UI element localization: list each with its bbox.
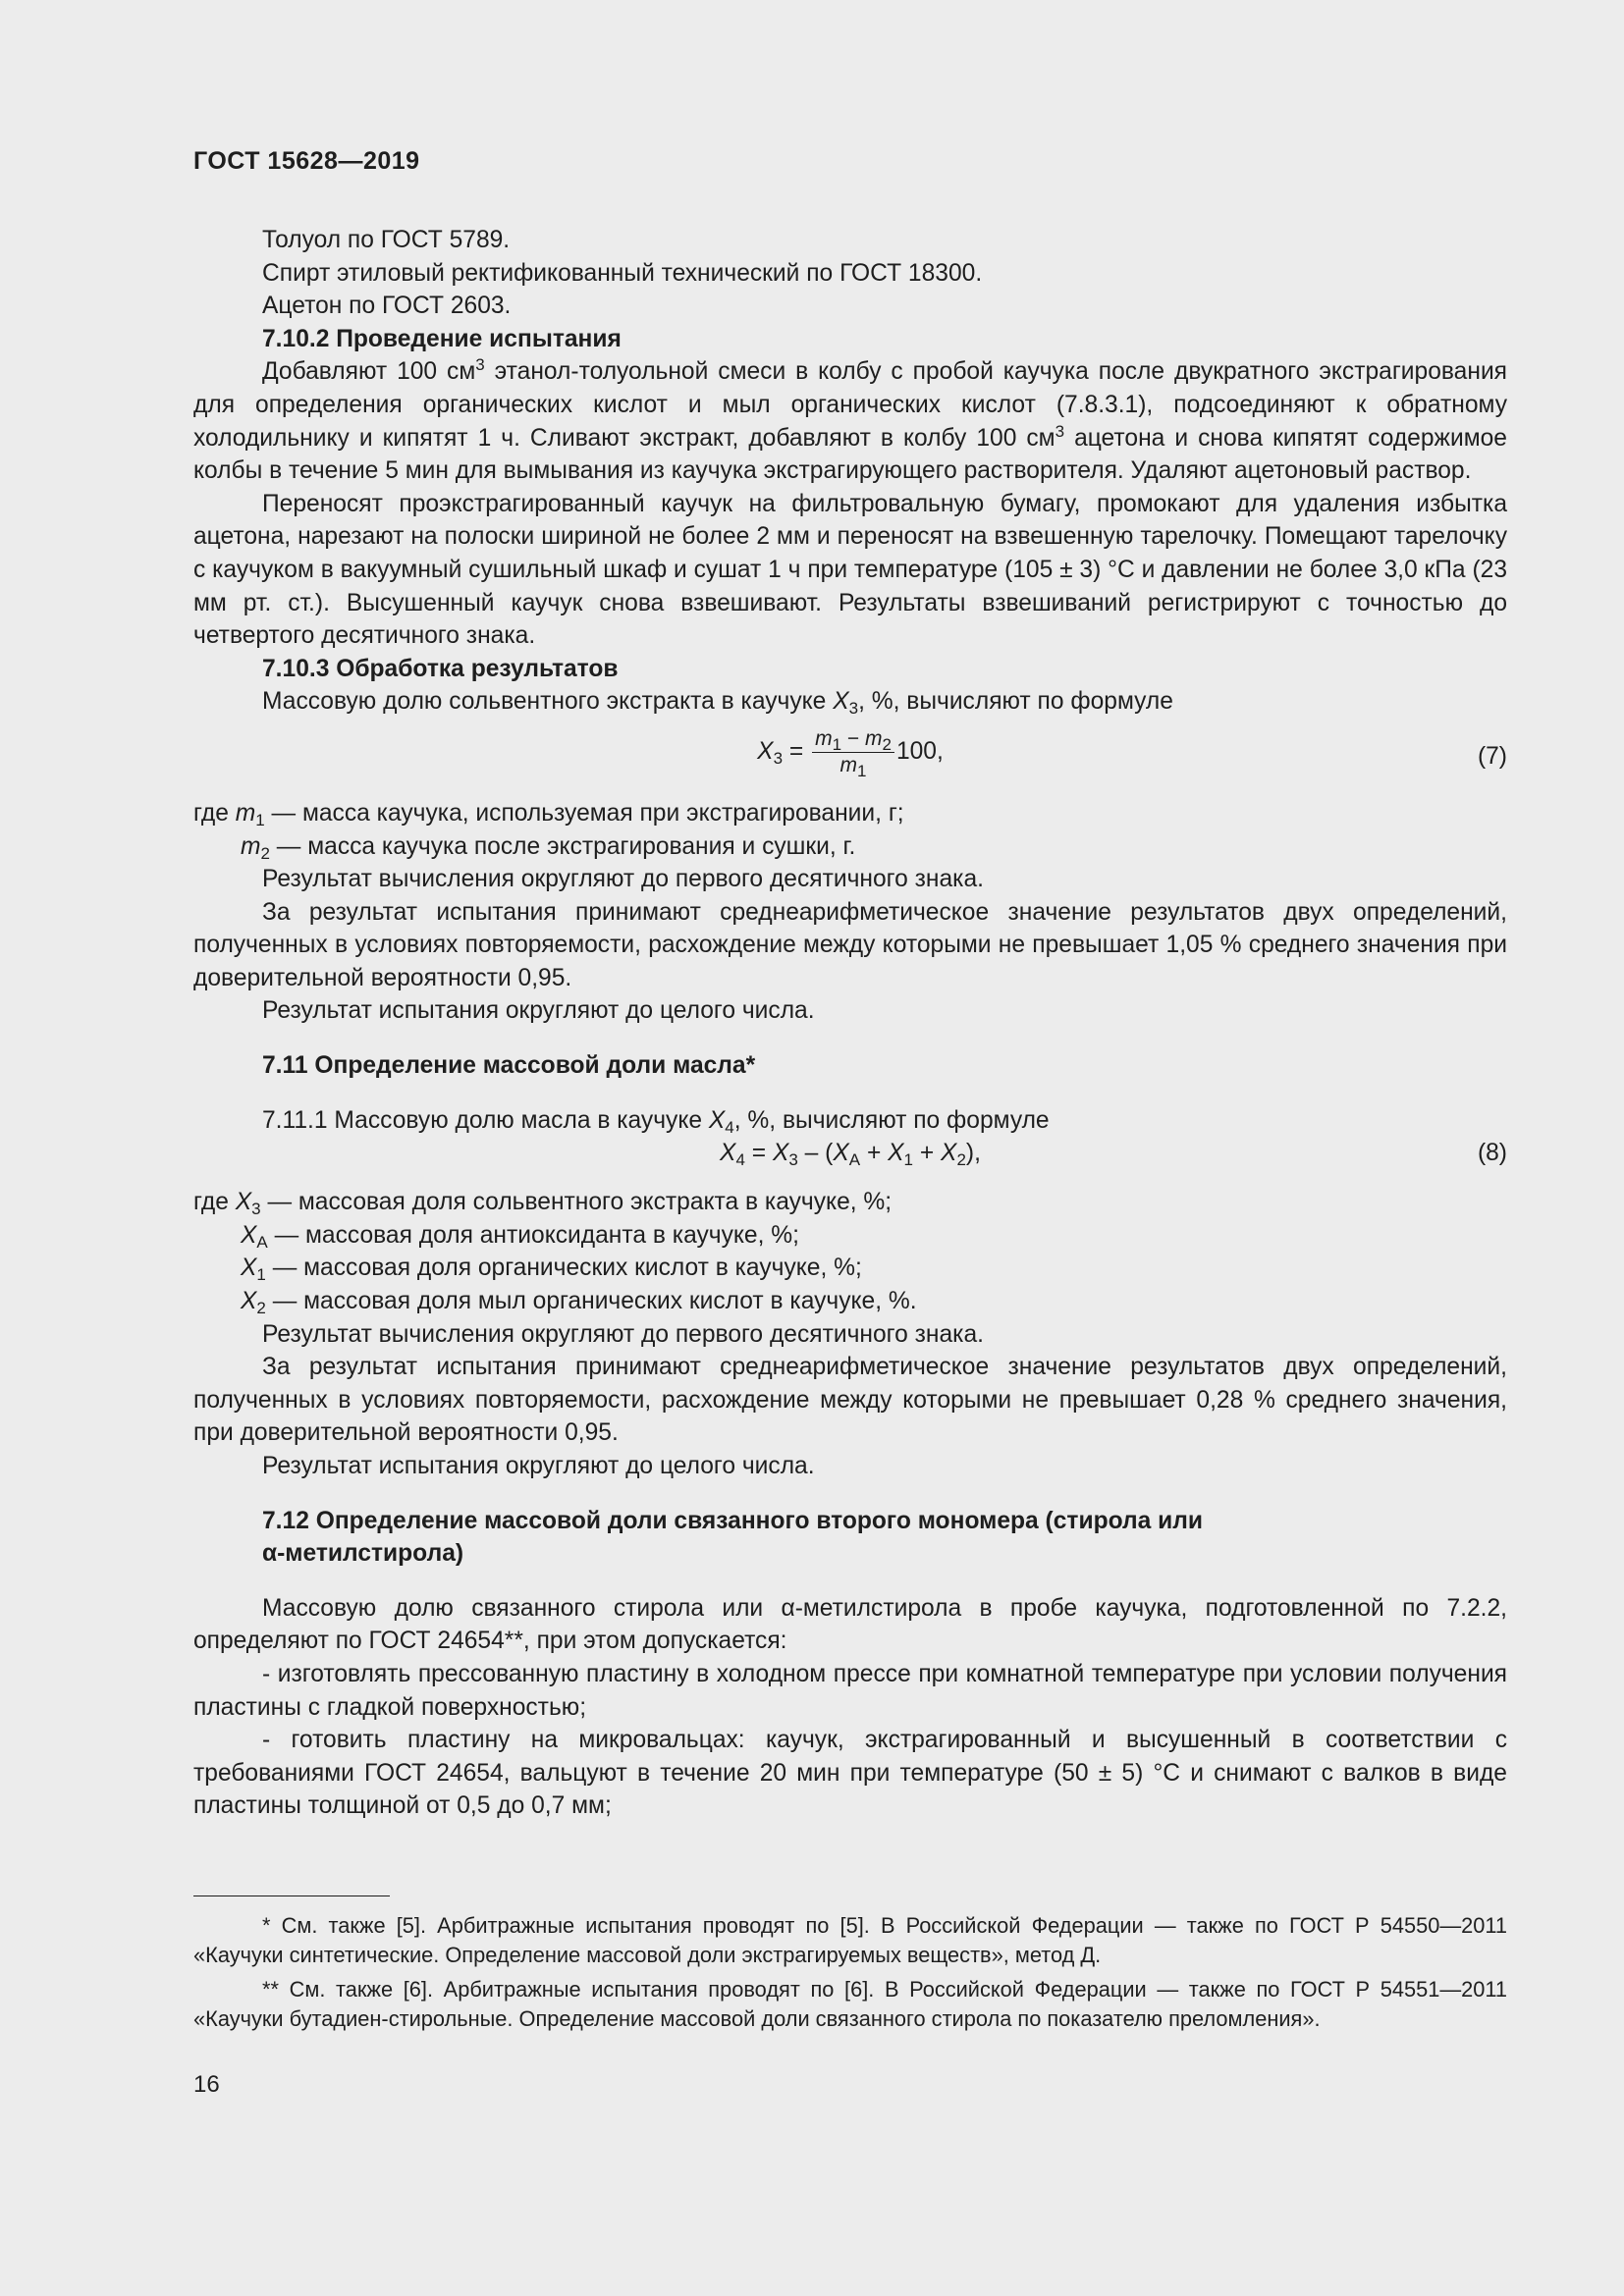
subscript: 3 [251,1200,261,1219]
formula-operator: = [744,1140,773,1167]
section-7-12-paragraph-1: Массовую долю связанного стирола или α-метилстирола в пробе каучука, подготовленной по 7.2.2, определяют по ГОСТ 24654**, при этом допускается: [193,1594,1507,1655]
formula-variable: X [772,1140,789,1167]
subscript: 1 [255,810,265,829]
formula-8-row [193,1137,1507,1186]
formula-operator: + [913,1140,942,1167]
equation-number-8: (8) [1477,1140,1507,1167]
subscript: 4 [725,1117,734,1137]
acceptance-paragraph: За результат испытания принимают среднеарифметическое значение результатов двух определений, полученных в условиях повторяемости, расхождение между которыми не превышает 1,05 % среднего значения при доверительной вероятности 0,95. [193,898,1507,991]
text-run: где [193,1189,236,1216]
formula-variable: m [839,753,858,776]
text-run: этанол-толуольной смеси в колбу с пробой каучука после двукратного экстрагирования для определения органических кислот и мыл органических кислот (7.8.3.1), подсоединяют к обратному холодильнику и кипятят 1 ч. Сливают экстракт, добавляют в колбу 100 см [193,358,1507,452]
variable: X [241,1221,257,1249]
subscript: 1 [857,761,867,780]
section-7-10-2-title: 7.10.2 Проведение испытания [262,325,622,352]
minus-sign: − [841,726,865,750]
subscript: 2 [882,734,892,754]
equation-number-7: (7) [1477,742,1507,770]
rounding-note-2: Результат испытания округляют до целого числа. [262,997,815,1025]
formula-7 [193,726,1507,778]
formula-operator: + [860,1140,889,1167]
where-line-x2 [193,1285,1507,1318]
rounding-note-4: Результат испытания округляют до целого числа. [262,1453,815,1479]
subscript: 2 [260,843,270,863]
footnote-1: * См. также [5]. Арбитражные испытания проводят по [5]. В Российской Федерации — также по ГОСТ Р 54550—2011 «Каучуки синтетические. Определение массовой доли экстрагируемых веществ», метод Д. [193,1913,1507,1967]
formula-7-row [193,726,1507,795]
footnote-2: ** См. также [6]. Арбитражные испытания проводят по [6]. В Российской Федерации — также по ГОСТ Р 54551—2011 «Каучуки бутадиен-стирольные. Определение массовой доли связанного стирола по показателю преломления». [193,1977,1507,2031]
text-run: 7.11.1 Массовую долю масла в каучуке [262,1106,709,1134]
text-run: , %, вычисляют по формуле [733,1106,1050,1134]
variable: X [241,1255,257,1282]
formula-operator: ), [965,1140,981,1167]
text-run: — массовая доля сольвентного экстракта в каучуке, %; [260,1189,893,1216]
text-run: — масса каучука, используемая при экстрагировании, г; [264,799,904,827]
rounding-note-1: Результат вычисления округляют до первого десятичного знака. [262,866,984,893]
formula-operator: – ( [797,1140,834,1167]
formula-variable: m [815,726,833,750]
fraction-denominator [812,753,894,778]
page-number: 16 [193,2071,220,2098]
where-line-m1 [193,797,1507,830]
fraction-numerator [812,726,894,753]
subscript: 1 [832,734,842,754]
section-7-12-bullet-1: - изготовлять прессованную пластину в холодном прессе при комнатной температуре при условии получения пластины с гладкой поверхностью; [193,1660,1507,1721]
variable: m [241,832,261,860]
text-run: ацетона и снова кипятят содержимое колбы в течение 5 мин для вымывания из каучука экстрагирующего растворителя. Удаляют ацетоновый раствор. [193,424,1507,485]
reagent-toluene: Толуол по ГОСТ 5789. [262,227,511,253]
fraction [812,726,894,778]
formula-variable: X [941,1140,957,1167]
section-7-12-title-line-1: 7.12 Определение массовой доли связанного второго мономера (стирола или [262,1507,1204,1534]
subscript: 1 [903,1150,914,1170]
variable: X [235,1189,252,1216]
text-run: — масса каучука после экстрагирования и сушки, г. [269,832,856,860]
section-7-10-2-paragraph-1 [193,355,1507,487]
section-7-11-title: 7.11 Определение массовой доли масла* [262,1052,756,1080]
equals-sign: = [783,737,811,765]
rounding-note-3: Результат вычисления округляют до первого десятичного знака. [262,1320,984,1348]
variable: X [833,688,849,716]
where-line-xa [193,1219,1507,1253]
reagent-ethanol: Спирт этиловый ректификованный технический по ГОСТ 18300. [262,259,983,287]
subscript: 3 [788,1150,798,1170]
text-run: , %, вычисляют по формуле [858,688,1173,716]
text-run: Массовую долю сольвентного экстракта в каучуке [262,688,834,716]
text-run: где [193,799,236,827]
text-run: — массовая доля мыл органических кислот в каучуке, %. [265,1288,917,1315]
footnotes [193,1911,1507,2039]
reagent-acetone: Ацетон по ГОСТ 2603. [262,293,512,320]
formula-variable: X [888,1140,904,1167]
text-run: — массовая доля органических кислот в каучуке, %; [265,1255,862,1282]
variable: X [708,1106,726,1134]
page-body [193,224,1507,1823]
section-7-12-bullet-2: - готовить пластину на микровальцах: каучук, экстрагированный и высушенный в соответствии с требованиями ГОСТ 24654, вальцуют в течение 20 мин при температуре (50 ± 5) °C и снимают с валков в виде пластины толщиной от 0,5 до 0,7 мм; [193,1727,1507,1820]
formula-8 [193,1137,1507,1170]
formula-variable: X [833,1140,849,1167]
where-line-x3 [193,1186,1507,1219]
formula-tail: 100, [895,737,944,765]
where-line-x1 [193,1252,1507,1285]
subscript: 3 [773,748,784,768]
subscript: 4 [735,1150,745,1170]
section-7-12-title-line-2: α-метилстирола) [262,1540,464,1568]
subscript: 3 [848,699,859,719]
superscript: 3 [1055,421,1065,441]
section-7-11-1-intro [193,1104,1507,1138]
formula-variable: X [720,1140,736,1167]
text-run: — массовая доля антиоксиданта в каучуке, %; [267,1221,799,1249]
subscript: 2 [256,1299,266,1318]
section-7-10-3-intro [193,685,1507,719]
subscript: 2 [956,1150,966,1170]
formula-variable: m [864,726,883,750]
variable: X [241,1288,257,1315]
where-line-m2 [193,830,1507,864]
subscript: A [848,1150,861,1170]
section-7-10-2-paragraph-2: Переносят проэкстрагированный каучук на фильтровальную бумагу, промокают для удаления избытка ацетона, нарезают на полоски шириной не более 2 мм и переносят на взвешенную тарелочку. Помещают тарелочку с каучуком в вакуумный сушильный шкаф и сушат 1 ч при температуре (105 ± 3) °C и давлении не более 3,0 кПа (23 мм рт. ст.). Высушенный каучук снова взвешивают. Результаты взвешиваний регистрируют с точностью до четвертого десятичного знака. [193,490,1507,650]
subscript: 1 [256,1265,266,1285]
formula-variable: X [757,737,774,765]
section-7-10-3-title: 7.10.3 Обработка результатов [262,655,619,682]
variable: m [235,799,256,827]
subscript: A [256,1232,268,1252]
document-code-header: ГОСТ 15628—2019 [193,147,420,175]
text-run: Добавляют 100 см [262,358,476,386]
acceptance-paragraph-2: За результат испытания принимают среднеарифметическое значение результатов двух определений, полученных в условиях повторяемости, расхождение между которыми не превышает 0,28 % среднего значения, при доверительной вероятности 0,95. [193,1354,1507,1447]
superscript: 3 [475,355,485,375]
